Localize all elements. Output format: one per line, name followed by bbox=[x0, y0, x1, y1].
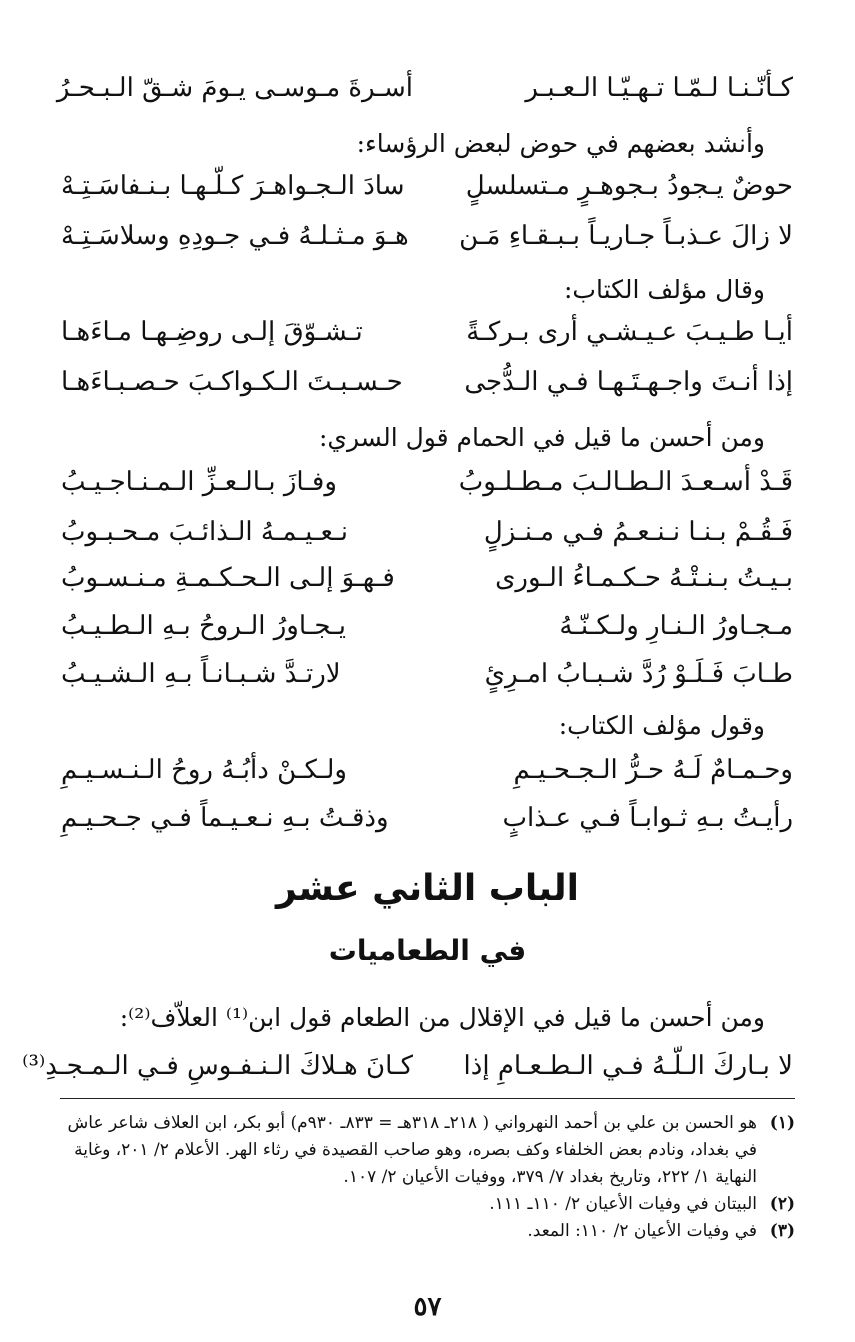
verse-line bbox=[61, 652, 793, 696]
verse-line bbox=[22, 1044, 793, 1088]
verse-line bbox=[61, 510, 793, 554]
verse-hemistich-second: وفـازَ بـالـعـزِّ الـمـنـاجـيـبُ bbox=[61, 467, 337, 497]
verse-hemistich-second: فـهـوَ إلـى الـحـكـمـةِ مـنـسـوبُ bbox=[61, 563, 395, 593]
footnote-number: (١) bbox=[769, 1113, 795, 1133]
verse-hemistich-first: كـأنّـنـا لـمّـا تـهـيّـا الـعـبـر bbox=[525, 73, 793, 103]
footnote bbox=[60, 1218, 795, 1245]
footnote-divider bbox=[60, 1098, 795, 1099]
verse-hemistich-first: حوضٌ يـجودُ بـجوهـرٍ مـتسلسلٍ bbox=[465, 171, 793, 201]
verse-intro: وقول مؤلف الكتاب: bbox=[558, 711, 765, 740]
verse-line bbox=[61, 748, 793, 792]
chapter-subtitle: في الطعاميات bbox=[328, 934, 527, 967]
verse-line bbox=[61, 796, 793, 840]
verse-line bbox=[61, 360, 793, 404]
verse-hemistich-first: فَـقُـمْ بـنـا نـنـعـمُ فـي مـنـزلٍ bbox=[483, 517, 793, 547]
verse-hemistich-second: وذقـتُ بـهِ نـعـيـماً فـي جـحـيـمِ bbox=[61, 803, 389, 833]
verse-hemistich-first: لا زالَ عـذبـاً جـاريـاً بـبـقـاءِ مَـن bbox=[459, 221, 793, 251]
verse-hemistich-first: لا بـاركَ الـلّـهُ فـي الـطـعـامِ إذا bbox=[463, 1051, 793, 1081]
verse-line bbox=[61, 556, 793, 600]
verse-hemistich-second: نـعـيـمـهُ الـذائـبَ مـحـبـوبُ bbox=[61, 517, 348, 547]
verse-hemistich-first: قَـدْ أسـعـدَ الـطـالـبَ مـطـلـوبُ bbox=[458, 467, 793, 497]
verse-line bbox=[61, 214, 793, 258]
footnote-text: في وفيات الأعيان ٢/ ١١٠: المعد. bbox=[527, 1221, 757, 1241]
verse-hemistich-first: إذا أنـتَ واجـهـتَـهـا فـي الـدُّجى bbox=[464, 367, 793, 397]
footnotes bbox=[60, 1110, 795, 1245]
verse-hemistich-second: هـوَ مـثـلـهُ فـي جـودِهِ وسلاسَـتِـهْ bbox=[61, 221, 409, 251]
verse-hemistich-second: سادَ الـجـواهـرَ كـلّـهـا بـنـفاسَـتِـهْ bbox=[61, 171, 405, 201]
chapter-title: الباب الثاني عشر bbox=[276, 868, 579, 909]
verse-line bbox=[61, 460, 793, 504]
verse-hemistich-first: بـيـتُ بـنـتْـهُ حـكـمـاءُ الـورى bbox=[495, 563, 793, 593]
verse-hemistich-second: يـجـاورُ الـروحُ بـهِ الـطـيـبُ bbox=[61, 611, 347, 641]
footnote-text: البيتان في وفيات الأعيان ٢/ ١١٠ـ ١١١. bbox=[489, 1194, 757, 1214]
verse-intro: وقال مؤلف الكتاب: bbox=[564, 275, 765, 304]
verse-line bbox=[56, 66, 793, 110]
verse-intro: ومن أحسن ما قيل في الحمام قول السري: bbox=[318, 423, 765, 452]
verse-intro: وأنشد بعضهم في حوض لبعض الرؤساء: bbox=[356, 129, 765, 158]
verse-hemistich-second: أسـرةَ مـوسـى يـومَ شـقّ الـبـحـرُ bbox=[56, 73, 413, 103]
verse-hemistich-first: طـابَ فَـلَـوْ رُدَّ شـبـابُ امـرِئٍ bbox=[484, 659, 793, 689]
verse-hemistich-second: لارتـدَّ شـبـانـاً بـهِ الـشـيـبُ bbox=[61, 659, 341, 689]
verse-line bbox=[61, 164, 793, 208]
verse-intro: ومن أحسن ما قيل في الإقلال من الطعام قول ابن⁽¹⁾ العلاّف⁽²⁾: bbox=[119, 1003, 765, 1032]
footnote bbox=[60, 1110, 795, 1191]
verse-hemistich-first: مـجـاورُ الـنـارِ ولـكـنّـهُ bbox=[559, 611, 793, 641]
page-number: ٥٧ bbox=[413, 1292, 442, 1322]
verse-hemistich-second: ولـكـنْ دأبُـهُ روحُ الـنـسـيـمِ bbox=[61, 755, 347, 785]
verse-hemistich-second: حـسـبـتَ الـكـواكـبَ حـصـبـاءَهـا bbox=[61, 367, 403, 397]
footnote-text: هو الحسن بن علي بن أحمد النهرواني ( ٢١٨ـ ٣١٨هـ = ٨٣٣ـ ٩٣٠م) أبو بكر، ابن العلاف شاعر عاش في بغداد، ونادم بعض الخلفاء وكف بصره، وهو صاحب القصيدة في رثاء الهر. الأعلام ٢/ ٢٠١، وغاية النهاية ١/ ٢٢٢، وتاريخ بغداد ٧/ ٣٧٩، ووفيات الأعيان ٢/ ١٠٧. bbox=[67, 1113, 757, 1187]
verse-line bbox=[61, 604, 793, 648]
verse-hemistich-first: أيـا طـيـبَ عـيـشـي أرى بـركـةً bbox=[466, 317, 793, 347]
verse-hemistich-first: رأيـتُ بـهِ ثـوابـاً فـي عـذابٍ bbox=[502, 803, 793, 833]
footnote bbox=[60, 1191, 795, 1218]
verse-hemistich-second: كـانَ هـلاكَ الـنـفـوسِ فـي الـمـجـدِ⁽³⁾ bbox=[22, 1051, 413, 1081]
footnote-number: (٢) bbox=[769, 1194, 795, 1214]
verse-hemistich-first: وحـمـامٌ لَـهُ حـرُّ الـجـحـيـمِ bbox=[513, 755, 793, 785]
footnote-number: (٣) bbox=[769, 1221, 795, 1241]
verse-hemistich-second: تـشـوّقَ إلـى روضِـهـا مـاءَهـا bbox=[61, 317, 363, 347]
verse-line bbox=[61, 310, 793, 354]
